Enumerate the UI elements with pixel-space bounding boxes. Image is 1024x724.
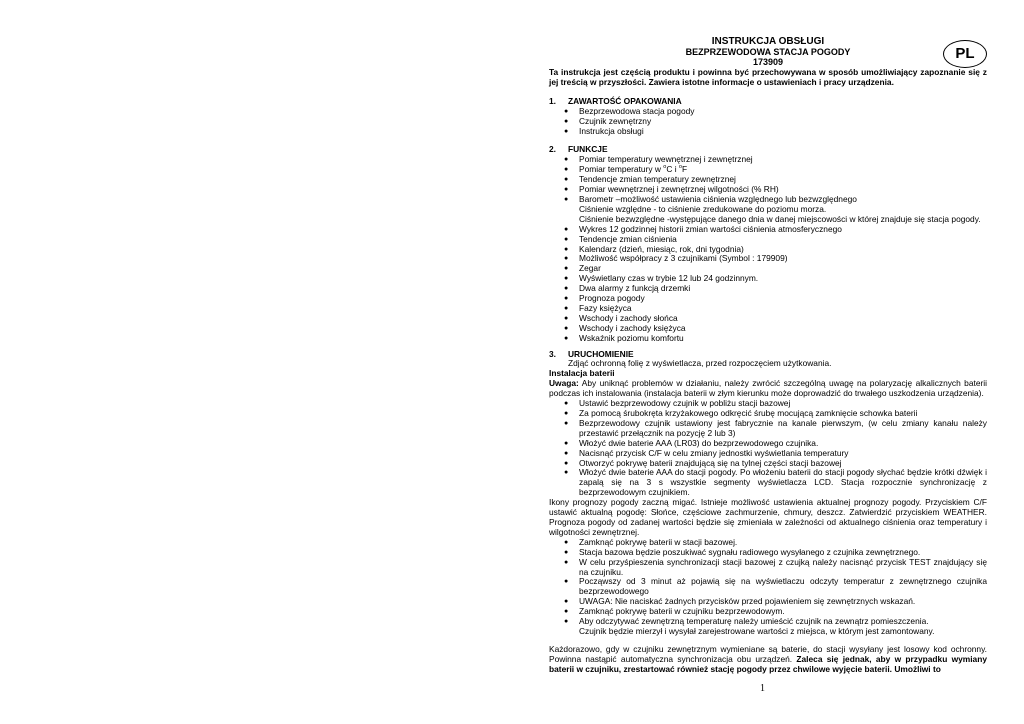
list-item: ● Wschody i zachody księżyca [549,324,987,334]
document-subtitle: BEZPRZEWODOWA STACJA POGODY [685,47,851,57]
list-item: ● Wykres 12 godzinnej historii zmian wartości ciśnienia atmosferycznego [549,225,987,235]
unit-text-prefix: Pomiar temperatury w [579,164,664,175]
list-item: ● UWAGA: Nie naciskać żadnych przycisków przed pojawieniem się zewnętrznych wskazań. [549,597,987,607]
list-item: ● Bezprzewodowy czujnik ustawiony jest fabrycznie na kanale pierwszym, (w celu zmiany kanału należy przestawić przełącznik na pozycję 2 lub 3) [549,419,987,439]
list-item [549,195,987,225]
list-item: ● Zegar [549,264,987,274]
product-code: 173909 [752,57,784,67]
document-title: INSTRUKCJA OBSŁUGI [711,36,825,47]
section-1-title: ZAWARTOŚĆ OPAKOWANIA [568,95,682,106]
list-item: ● Fazy księżyca [549,304,987,314]
list-item: ● Czujnik zewnętrzny [549,117,987,127]
contents-list [549,107,987,137]
list-item: ● W celu przyśpieszenia synchronizacji stacji bazowej z czujką należy nacisnąć przycisk TEST znajdujący się na czujniku. [549,558,987,578]
final-paragraph [549,645,987,675]
final-text-bold: Zaleca się jednak, aby w przypadku wymiany baterii w czujniku, zrestartować również stację pogody przez chwilowe wyjęcie baterii. Umożliwi to [549,653,987,674]
list-item: ● Wskaźnik poziomu komfortu [549,334,987,344]
list-item: ● Począwszy od 3 minut aż pojawią się na wyświetlaczu odczyty temperatur z zewnętrznego czujnika bezprzewodowego [549,577,987,597]
synchronization-steps [549,538,987,637]
list-item [549,617,987,637]
list-item: ● Wschody i zachody słońca [549,314,987,324]
instruction-column [549,36,987,675]
list-item: ● Stacja bazowa będzie poszukiwać sygnału radiowego wysyłanego z czujnika zewnętrznego. [549,548,987,558]
sensor-placement-note: Czujnik będzie mierzył i wysyłał zarejestrowane wartości z miejsca, w którym jest zamontowany. [579,625,935,636]
warning-text: Aby uniknąć problemów w działaniu, należy zwrócić szczególną uwagę na polaryzację alkalicznych baterii podczas ich instalowania (instalacja baterii w złym kierunku może doprowadzić do trwałego uszkodzenia urządzenia). [549,378,987,399]
language-badge: PL [943,40,987,68]
list-item: ● Wyświetlany czas w trybie 12 lub 24 godzinnym. [549,274,987,284]
list-item: ● Dwa alarmy z funkcją drzemki [549,284,987,294]
list-item: ● Instrukcja obsługi [549,127,987,137]
list-item: ● Możliwość współpracy z 3 czujnikami (Symbol : 179909) [549,254,987,264]
barometer-sub-absolute: Ciśnienie bezwzględne -występujące danego dnia w danej miejscowości w której znajduje się stacja pogody. [579,213,981,224]
list-item: ● Kalendarz (dzień, miesiąc, rok, dni tygodnia) [549,245,987,255]
list-item: ● Otworzyć pokrywę baterii znajdującą się na tylnej części stacji bazowej [549,459,987,469]
list-item: ● Bezprzewodowa stacja pogody [549,107,987,117]
page-number: 1 [760,683,765,694]
list-item: ● Tendencje zmian temperatury zewnętrznej [549,175,987,185]
list-item: ● Za pomocą śrubokręta krzyżakowego odkręcić śrubę mocującą zamknięcie schowka baterii [549,409,987,419]
unit-text-middle: C i [666,164,679,175]
intro-paragraph: Ta instrukcja jest częścią produktu i powinna być przechowywana w sposób umożliwiający zapoznanie się z jej treścią w przyszłości. Zawiera istotne informacje o ustawieniach i pracy urządzenia. [549,67,987,87]
section-3-title: URUCHOMIENIE [568,348,634,359]
warning-paragraph [549,379,987,399]
section-3-number: 3. [549,348,556,359]
degree-sign: o [663,164,667,171]
list-item: ● Pomiar temperatury wewnętrznej i zewnętrznej [549,155,987,165]
list-item: ● Tendencje zmian ciśnienia [549,235,987,245]
forecast-icons-paragraph: Ikony prognozy pogody zaczną migać. Istnieje możliwość ustawienia aktualnej prognozy pogody. Przyciskiem C/F ustawić aktualną pogodę: Słońce, częściowe zachmurzenie, chmury, deszcz. Zatwierdzić przyciskiem WEATHER. Prognoza pogody od zadanej wartości będzie się zmieniała w zależności od aktualnego ciśnienia oraz temperatury i wilgotności zewnętrznej. [549,497,987,537]
barometer-sub-relative: Ciśnienie względne - to ciśnienie zredukowane do poziomu morza. [579,203,827,214]
list-item: ● Zamknąć pokrywę baterii w czujniku bezprzewodowym. [549,607,987,617]
section-2-title: FUNKCJE [568,144,608,155]
list-item: ● Zamknąć pokrywę baterii w stacji bazowej. [549,538,987,548]
list-item: ● Nacisnąć przycisk C/F w celu zmiany jednostki wyświetlania temperatury [549,449,987,459]
list-item: ● Ustawić bezprzewodowy czujnik w pobliżu stacji bazowej [549,399,987,409]
list-item: ● Włożyć dwie baterie AAA (LR03) do bezprzewodowego czujnika. [549,439,987,449]
warning-label: Uwaga: [549,378,579,389]
sensor-placement-text: ● Aby odczytywać zewnętrzną temperaturę należy umieścić czujnik na zewnątrz pomieszczenia. [579,616,929,627]
unit-text-suffix: F [681,164,688,175]
list-item: ● Włożyć dwie baterie AAA do stacji pogody. Po włożeniu baterii do stacji pogody słychać będzie krótki dźwięk i zapalą się na 3 s wszystkie segmenty wyświetlacza LCD. Stacja rozpocznie synchronizację z bezprzewodowym czujnikiem. [549,468,987,498]
features-list [549,155,987,343]
remove-film-instruction: Zdjąć ochronną folię z wyświetlacza, przed rozpoczęciem użytkowania. [568,358,832,369]
list-item: ● Prognoza pogody [549,294,987,304]
barometer-text: ● Barometr –możliwość ustawienia ciśnienia względnego lub bezwzględnego [579,193,857,204]
section-2-number: 2. [549,144,556,155]
list-item: ● Pomiar wewnętrznej i zewnętrznej wilgotności (% RH) [549,185,987,195]
section-1-number: 1. [549,95,556,106]
battery-heading: Instalacja baterii [549,368,615,379]
final-text-plain: Każdorazowo, gdy w czujniku zewnętrznym wymieniane są baterie, do stacji wysyłany jest losowy kod ochronny. Powinna nastąpić automatyczna synchronizacja obu urządzeń. [549,643,987,664]
degree-sign: o [678,164,682,171]
installation-steps [549,399,987,498]
